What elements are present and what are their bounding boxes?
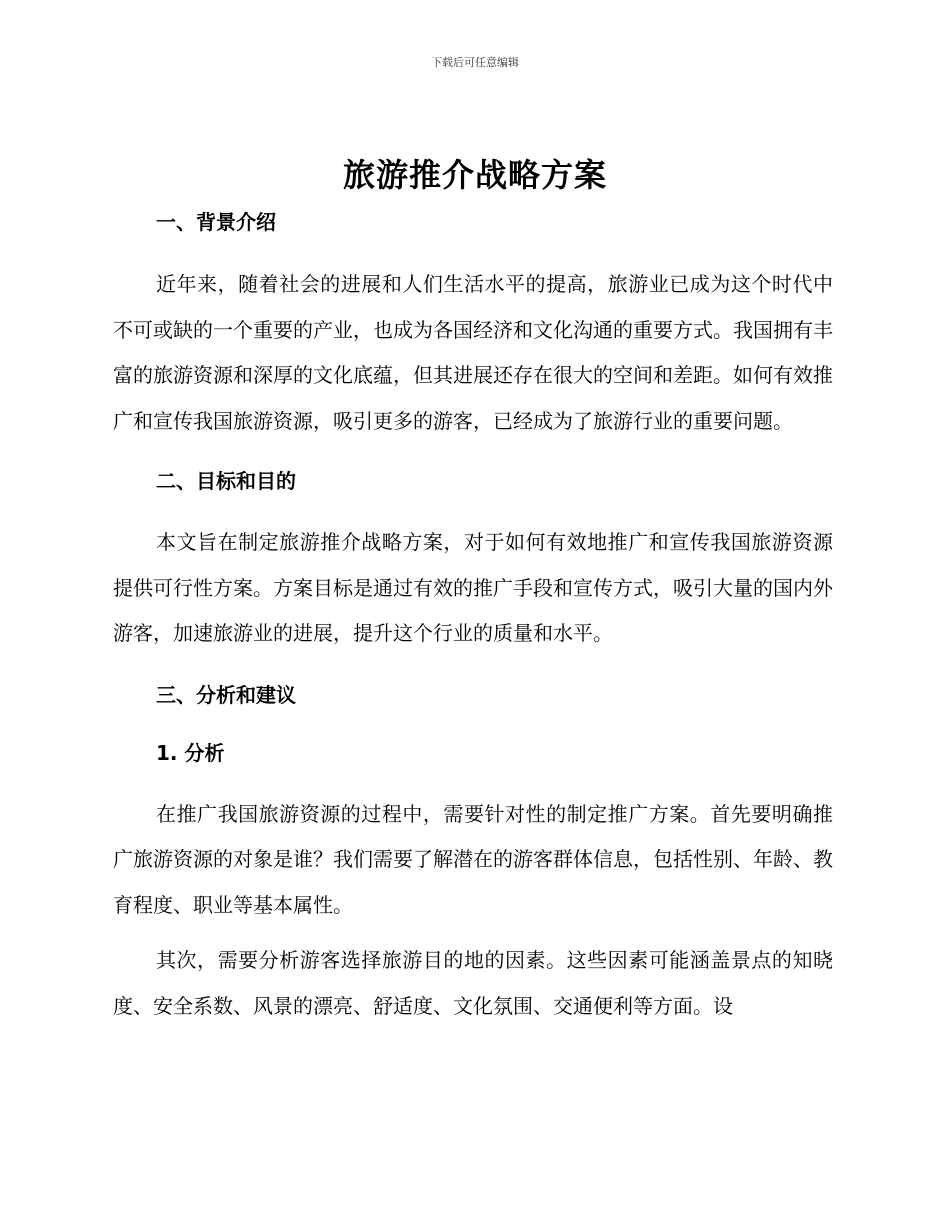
paragraph-goals: 本文旨在制定旅游推介战略方案，对于如何有效地推广和宣传我国旅游资源提供可行性方案。方案目标是通过有效的推广手段和宣传方式，吸引大量的国内外游客，加速旅游业的进展，提升这个行业的质量和水平。 (113, 530, 833, 645)
section-heading-background: 一、背景介绍 (156, 210, 276, 234)
header-note: 下载后可任意编辑 (431, 56, 519, 69)
paragraph-analysis-2: 其次，需要分析游客选择旅游目的地的因素。这些因素可能涵盖景点的知晓度、安全系数、风景的漂亮、舒适度、文化氛围、交通便利等方面。设 (113, 948, 833, 1018)
document-title: 旅游推介战略方案 (342, 156, 607, 194)
section-heading-analysis: 三、分析和建议 (156, 682, 296, 707)
document-body (113, 205, 833, 1029)
section-heading-goals: 二、目标和目的 (156, 469, 296, 493)
paragraph-background: 近年来，随着社会的进展和人们生活水平的提高，旅游业已成为这个时代中不可或缺的一个重要的产业，也成为各国经济和文化沟通的重要方式。我国拥有丰富的旅游资源和深厚的文化底蕴，但其进展还存在很大的空间和差距。如何有效推广和宣传我国旅游资源，吸引更多的游客，已经成为了旅游行业的重要问题。 (113, 272, 833, 433)
subheading-analysis: 1. 分析 (156, 740, 225, 765)
paragraph-analysis-1: 在推广我国旅游资源的过程中，需要针对性的制定推广方案。首先要明确推广旅游资源的对象是谁？我们需要了解潜在的游客群体信息，包括性别、年龄、教育程度、职业等基本属性。 (113, 801, 833, 917)
